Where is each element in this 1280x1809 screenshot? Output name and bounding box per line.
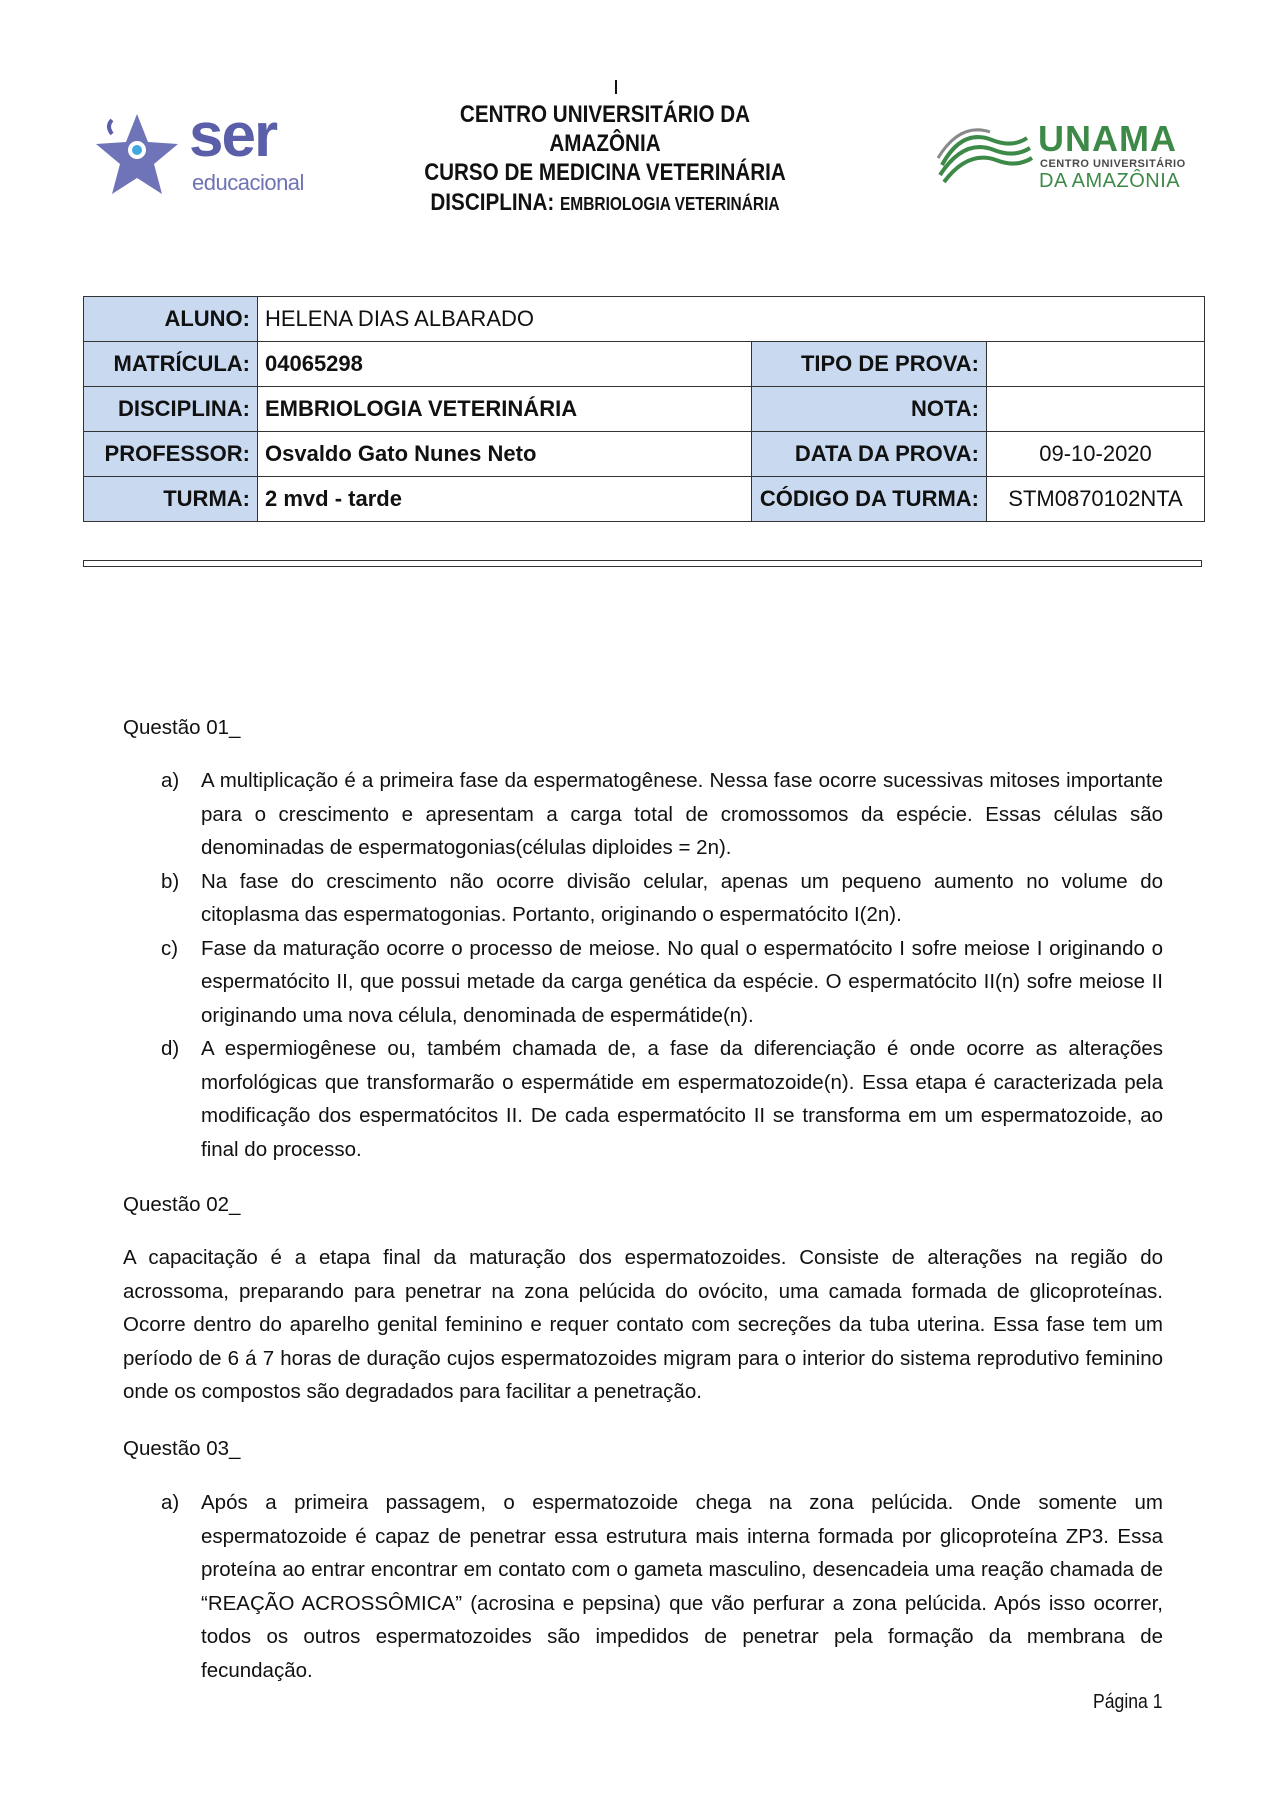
nota-label: NOTA: (752, 387, 987, 432)
item-marker: b) (161, 869, 180, 893)
unama-subtitle-bottom: DA AMAZÔNIA (1039, 170, 1181, 192)
unama-subtitle-top: CENTRO UNIVERSITÁRIO (1040, 158, 1186, 170)
section-divider (83, 560, 1202, 567)
aluno-label: ALUNO: (84, 297, 258, 342)
question-02-title: Questão 02_ (123, 1193, 241, 1216)
turma-label: TURMA: (84, 477, 258, 522)
item-text: A multiplicação é a primeira fase da espermatogênese. Nessa fase ocorre sucessivas mitoses importante para o crescimento e apresentam a carga total de cromossomos da espécie. Essas células são denominadas de espermatogonias(células diploides = 2n). (201, 769, 1163, 859)
tipo-prova-label: TIPO DE PROVA: (752, 342, 987, 387)
professor-label: PROFESSOR: (84, 432, 258, 477)
item-marker: c) (161, 936, 179, 960)
list-item (123, 932, 1163, 1033)
table-row (84, 297, 1205, 342)
matricula-value: 04065298 (258, 342, 752, 387)
nota-value (987, 387, 1205, 432)
question-02-answer: A capacitação é a etapa final da maturação dos espermatozoides. Consiste de alterações na região do acrossoma, preparando para penetrar na zona pelúcida do ovócito, uma camada formada de glicoproteínas. Ocorre dentro do aparelho genital feminino e requer contato com secreções da tuba uterina. Essa fase tem um período de 6 á 7 horas de duração cujos espermatozoides migram para o interior do sistema reprodutivo feminino onde os compostos são degradados para facilitar a penetração. (123, 1246, 1163, 1403)
tipo-prova-value (987, 342, 1205, 387)
ser-wordmark: ser (189, 101, 277, 170)
table-row (84, 342, 1205, 387)
list-item (123, 1486, 1163, 1687)
item-text: Na fase do crescimento não ocorre divisão celular, apenas um pequeno aumento no volume do citoplasma das espermatogonias. Portanto, originando o espermatócito I(2n). (201, 869, 1163, 926)
header-institution: CENTRO UNIVERSITÁRIO DA AMAZÔNIA (459, 101, 751, 157)
professor-value: Osvaldo Gato Nunes Neto (258, 432, 752, 477)
unama-wordmark: UNAMA (1038, 118, 1177, 159)
student-info-table (83, 296, 1205, 522)
item-marker: a) (161, 769, 180, 792)
question-01-answers (123, 764, 1163, 1166)
list-item (123, 865, 1163, 932)
data-prova-value: 09-10-2020 (987, 432, 1205, 477)
item-marker: d) (161, 1037, 180, 1060)
item-text: Fase da maturação ocorre o processo de meiose. No qual o espermatócito I sofre meiose I originando o espermatócito II, que possui metade da carga genética da espécie. O espermatócito II(n) sofre meiose II originando uma nova célula, denominada de espermátide(n). (201, 936, 1163, 1027)
disciplina-label: DISCIPLINA: (84, 387, 258, 432)
header-discipline (412, 187, 799, 220)
table-row (84, 477, 1205, 522)
turma-value: 2 mvd - tarde (258, 477, 752, 522)
unama-swirl-icon (932, 120, 1036, 190)
matricula-label: MATRÍCULA: (84, 342, 258, 387)
question-03-title: Questão 03_ (123, 1437, 241, 1460)
data-prova-label: DATA DA PROVA: (752, 432, 987, 477)
header-course: CURSO DE MEDICINA VETERINÁRIA (424, 159, 786, 186)
table-row (84, 432, 1205, 477)
codigo-turma-value: STM0870102NTA (987, 477, 1205, 522)
list-item (123, 1032, 1163, 1166)
list-item (123, 764, 1163, 865)
document-header (380, 100, 830, 220)
header-mark (615, 80, 617, 94)
codigo-turma-label: CÓDIGO DA TURMA: (752, 477, 987, 522)
question-01-title: Questão 01_ (123, 716, 241, 739)
unama-logo (932, 118, 1202, 198)
ser-subtitle: educacional (192, 170, 304, 195)
header-discipline-value: EMBRIOLOGIA VETERINÁRIA (559, 194, 780, 214)
question-03-answers (123, 1486, 1163, 1687)
star-figure-icon (82, 108, 192, 208)
item-text: Após a primeira passagem, o espermatozoide chega na zona pelúcida. Onde somente um espermatozoide é capaz de penetrar essa estrutura mais interna formada por glicoproteína ZP3. Essa proteína ao entrar encontrar em contato com o gameta masculino, desencadeia uma reação chamada de “REAÇÃO ACROSSÔMICA” (acrosina e pepsina) que vão perfurar a zona pelúcida. Após isso ocorrer, todos os outros espermatozoides são impedidos de penetrar pela formação da membrana de fecundação. (201, 1491, 1163, 1682)
disciplina-value: EMBRIOLOGIA VETERINÁRIA (258, 387, 752, 432)
item-text: A espermiogênese ou, também chamada de, a fase da diferenciação é onde ocorre as alterações morfológicas que transformarão o espermátide em espermatozoide(n). Essa etapa é caracterizada pela modificação dos espermatócitos II. De cada espermatócito II se transforma em um espermatozoide, ao final do processo. (201, 1037, 1163, 1161)
ser-educacional-logo (82, 101, 304, 200)
item-marker: a) (161, 1491, 180, 1514)
table-row (84, 387, 1205, 432)
page-number: Página 1 (1093, 1691, 1163, 1713)
aluno-value: HELENA DIAS ALBARADO (258, 297, 1205, 342)
header-discipline-label: DISCIPLINA: (430, 189, 555, 216)
